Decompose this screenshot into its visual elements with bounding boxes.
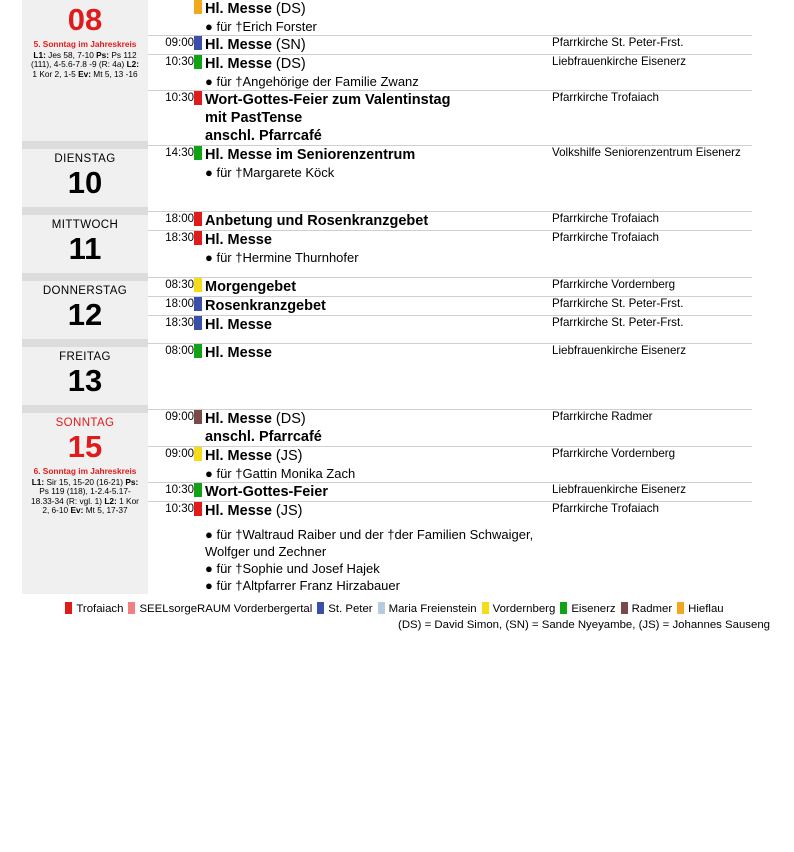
legend-swatch-maria_freienstein — [378, 602, 385, 614]
event-details — [205, 36, 552, 55]
day-name: DIENSTAG — [54, 153, 116, 165]
event-location: Pfarrkirche Radmer — [552, 410, 752, 447]
legend-label: Radmer — [631, 603, 673, 615]
event-time: 08:30 — [148, 278, 194, 297]
day-number: 11 — [68, 231, 102, 266]
events-cell — [148, 145, 752, 211]
parish-color-bar-cell — [194, 502, 205, 595]
event-details — [205, 502, 552, 595]
event-location: Pfarrkirche St. Peter-Frst. — [552, 297, 752, 316]
event-celebrant-code: (DS) — [271, 411, 306, 427]
day-name: DONNERSTAG — [42, 285, 128, 297]
parish-color-bar-cell — [194, 55, 205, 91]
event-details — [205, 297, 552, 316]
day-number: 15 — [67, 429, 103, 464]
event-details — [205, 146, 552, 182]
parish-color-bar-eisenerz — [194, 344, 202, 358]
events-cell — [148, 211, 752, 277]
event-details — [205, 316, 552, 335]
liturgical-refs: L1: Jes 58, 7-10 Ps: Ps 112 (111), 4-5.6-7.8 -9 (R: 4a) L2: 1 Kor 2, 1-5 Ev: Mt 5, 13 -16 — [30, 49, 140, 79]
parish-color-bar-st_peter — [194, 297, 202, 311]
parish-color-bar-cell — [194, 146, 205, 182]
event-time: 08:00 — [148, 344, 194, 363]
legend-label: Trofaiach — [76, 603, 124, 615]
event-location: Pfarrkirche St. Peter-Frst. — [552, 316, 752, 335]
events-cell — [148, 343, 752, 409]
event-title — [205, 0, 552, 18]
parish-color-bar-cell — [194, 297, 205, 316]
event-location: Pfarrkirche Trofaiach — [552, 91, 752, 146]
event-row[interactable] — [148, 146, 752, 182]
event-intention: ● für †Angehörige der Familie Zwanz — [205, 74, 419, 89]
event-title-main: Hl. Messe — [205, 448, 272, 464]
event-title — [205, 483, 552, 501]
date-cell-15 — [22, 409, 148, 594]
day-row — [22, 145, 752, 211]
events-cell — [148, 277, 752, 343]
event-row[interactable] — [148, 212, 752, 231]
event-celebrant-code: (JS) — [271, 448, 303, 464]
parish-color-bar-st_peter — [194, 316, 202, 330]
events-table — [148, 145, 752, 181]
parish-color-bar-cell — [194, 410, 205, 447]
event-time: 18:00 — [148, 297, 194, 316]
events-table — [148, 0, 752, 145]
parish-color-bar-eisenerz — [194, 146, 202, 160]
event-row[interactable] — [148, 316, 752, 335]
day-number: 10 — [67, 165, 103, 200]
date-cell-11 — [22, 211, 148, 277]
liturgical-refs: L1: Sir 15, 15-20 (16-21) Ps: Ps 119 (118), 1-2.4-5.17-18.33-34 (R: vgl. 1) L2: 1 Kor 2, 6-10 Ev: Mt 5, 17-37 — [31, 476, 139, 516]
event-title-main: Hl. Messe — [205, 37, 272, 53]
day-row — [22, 211, 752, 277]
event-row[interactable] — [148, 231, 752, 267]
day-row — [22, 277, 752, 343]
event-title — [205, 447, 552, 465]
liturgical-readings — [24, 40, 146, 79]
event-intention: ● für †Gattin Monika Zach — [205, 466, 356, 481]
parish-color-bar-vordernberg — [194, 278, 202, 292]
legend-item-trofaiach — [65, 602, 123, 617]
legend-swatch-vordernberg — [482, 602, 489, 614]
event-location: Volkshilfe Seniorenzentrum Eisenerz — [552, 146, 752, 182]
parish-color-bar-cell — [194, 316, 205, 335]
event-row[interactable] — [148, 483, 752, 502]
event-details — [205, 278, 552, 297]
event-celebrant-code: (JS) — [271, 503, 303, 519]
event-time: 09:00 — [148, 447, 194, 483]
service-schedule-table — [22, 0, 752, 594]
parish-color-bar-trofaiach — [194, 91, 202, 105]
legend-label: Vordernberg — [492, 603, 556, 615]
event-time: 18:30 — [148, 316, 194, 335]
parish-color-bar-trofaiach — [194, 231, 202, 245]
parish-color-bar-cell — [194, 483, 205, 502]
legend-label: Hieflau — [688, 603, 724, 615]
event-time: 18:00 — [148, 212, 194, 231]
event-location: Pfarrkirche Trofaiach — [552, 502, 752, 595]
parish-color-bar-cell — [194, 0, 205, 36]
event-title — [205, 212, 552, 230]
legend-item-st_peter — [317, 602, 372, 617]
event-intention: ● für †Hermine Thurnhofer — [205, 250, 359, 265]
legend-swatch-st_peter — [317, 602, 324, 614]
events-table — [148, 211, 752, 266]
schedule-body — [22, 0, 752, 594]
event-title — [205, 297, 552, 315]
legend-item-hieflau — [677, 602, 723, 617]
event-title — [205, 344, 552, 362]
legend-section — [0, 602, 794, 633]
event-title-main: Hl. Messe — [205, 56, 272, 72]
event-details — [205, 231, 552, 267]
date-cell-12 — [22, 277, 148, 343]
event-row[interactable] — [148, 278, 752, 297]
day-row — [22, 409, 752, 594]
events-cell — [148, 0, 752, 145]
date-cell-inner — [22, 281, 148, 339]
event-time: 10:30 — [148, 91, 194, 146]
event-title-main: Hl. Messe im Seniorenzentrum — [205, 147, 416, 163]
event-details — [205, 0, 552, 36]
parish-color-bar-cell — [194, 278, 205, 297]
liturgical-readings — [24, 467, 146, 516]
parish-color-bar-cell — [194, 91, 205, 146]
parish-color-bar-hieflau — [194, 0, 202, 14]
event-title-main: Hl. Messe — [205, 411, 272, 427]
day-name: SONNTAG — [55, 417, 115, 429]
event-title — [205, 36, 552, 54]
liturgical-title: 6. Sonntag im Jahreskreis — [33, 466, 137, 476]
parish-color-bar-eisenerz — [194, 55, 202, 69]
event-celebrant-code: (SN) — [271, 37, 306, 53]
date-cell-inner — [22, 413, 148, 524]
event-title-main: Hl. Messe — [205, 1, 272, 17]
event-intention: ● für †Sophie und Josef Hajek — [205, 561, 380, 576]
day-name: MITTWOCH — [51, 219, 119, 231]
event-details — [205, 212, 552, 231]
event-title-main: Hl. Messe — [205, 232, 272, 248]
event-time: 10:30 — [148, 55, 194, 91]
event-title-main: Wort-Gottes-Feier zum Valentinstag — [205, 92, 451, 108]
event-title — [205, 55, 552, 73]
event-extra-line: anschl. Pfarrcafé — [205, 128, 322, 144]
event-details — [205, 410, 552, 447]
event-row[interactable] — [148, 0, 752, 36]
event-title-main: Hl. Messe — [205, 345, 272, 361]
day-name: FREITAG — [59, 351, 111, 363]
legend-item-seelsorgeraum — [128, 602, 312, 617]
event-extra-line: anschl. Pfarrcafé — [205, 429, 322, 445]
legend-item-maria_freienstein — [378, 602, 477, 617]
legend-label: St. Peter — [328, 603, 373, 615]
event-title-main: Hl. Messe — [205, 317, 272, 333]
event-celebrant-code: (DS) — [271, 56, 306, 72]
event-title — [205, 91, 552, 109]
events-table — [148, 343, 752, 362]
event-celebrant-code: (DS) — [271, 1, 306, 17]
events-table — [148, 409, 752, 594]
event-title — [205, 278, 552, 296]
legend-item-radmer — [621, 602, 673, 617]
event-location: Liebfrauenkirche Eisenerz — [552, 344, 752, 363]
day-row — [22, 0, 752, 145]
parish-color-bar-vordernberg — [194, 447, 202, 461]
event-row[interactable] — [148, 502, 752, 595]
event-title — [205, 410, 552, 428]
event-title — [205, 316, 552, 334]
legend-label: SEELsorgeRAUM Vorderbergertal — [139, 603, 313, 615]
parish-color-bar-trofaiach — [194, 212, 202, 226]
event-time: 10:30 — [148, 502, 194, 595]
event-title-main: Morgengebet — [205, 279, 297, 295]
event-details — [205, 55, 552, 91]
event-time: 18:30 — [148, 231, 194, 267]
legend-item-eisenerz — [560, 602, 615, 617]
event-details — [205, 447, 552, 483]
legend-swatch-hieflau — [677, 602, 684, 614]
day-row — [22, 343, 752, 409]
legend-swatch-trofaiach — [65, 602, 72, 614]
events-table — [148, 277, 752, 334]
event-details — [205, 483, 552, 502]
event-time: 09:00 — [148, 36, 194, 55]
event-intention: ● für †Altpfarrer Franz Hirzabauer — [205, 578, 400, 593]
legend-swatch-eisenerz — [560, 602, 567, 614]
event-row[interactable] — [148, 410, 752, 447]
event-intention: ● für †Waltraud Raiber und der †der Familien Schwaiger, Wolfger und Zechner — [205, 527, 534, 559]
event-details — [205, 344, 552, 363]
event-row[interactable] — [148, 344, 752, 363]
liturgical-title: 5. Sonntag im Jahreskreis — [33, 39, 137, 49]
parish-color-bar-st_peter — [194, 36, 202, 50]
event-location — [552, 0, 752, 36]
day-number: 08 — [67, 2, 103, 37]
parish-color-bar-radmer — [194, 410, 202, 424]
parish-color-bar-cell — [194, 212, 205, 231]
date-cell-10 — [22, 145, 148, 211]
event-intention: ● für †Margarete Köck — [205, 165, 335, 180]
event-row[interactable] — [148, 447, 752, 483]
event-row[interactable] — [148, 297, 752, 316]
event-time: 09:00 — [148, 410, 194, 447]
events-cell — [148, 409, 752, 594]
parish-color-bar-cell — [194, 447, 205, 483]
event-time — [148, 0, 194, 36]
event-details — [205, 91, 552, 146]
event-time: 14:30 — [148, 146, 194, 182]
parish-color-bar-cell — [194, 231, 205, 267]
event-title-main: Hl. Messe — [205, 503, 272, 519]
legend-parish-colors — [0, 602, 794, 617]
legend-item-vordernberg — [482, 602, 556, 617]
event-title-main: Wort-Gottes-Feier — [205, 484, 328, 500]
parish-color-bar-cell — [194, 344, 205, 363]
date-cell-inner — [22, 215, 148, 273]
legend-swatch-radmer — [621, 602, 628, 614]
event-row[interactable] — [148, 36, 752, 55]
day-number: 13 — [67, 363, 103, 398]
event-location: Liebfrauenkirche Eisenerz — [552, 483, 752, 502]
event-title — [205, 231, 552, 249]
event-intention: ● für †Erich Forster — [205, 19, 317, 34]
event-location: Pfarrkirche Trofaiach — [552, 231, 752, 267]
event-location: Liebfrauenkirche Eisenerz — [552, 55, 752, 91]
event-location: Pfarrkirche Vordernberg — [552, 447, 752, 483]
legend-priest-abbreviations: (DS) = David Simon, (SN) = Sande Nyeyambe, (JS) = Johannes Sauseng — [398, 619, 770, 631]
event-title — [205, 146, 552, 164]
event-row[interactable] — [148, 91, 752, 146]
legend-swatch-seelsorgeraum — [128, 602, 135, 614]
event-title-main: Anbetung und Rosenkranzgebet — [205, 213, 429, 229]
event-title — [205, 502, 552, 520]
date-cell-13 — [22, 343, 148, 409]
legend-label: Maria Freienstein — [388, 603, 477, 615]
event-location: Pfarrkirche Trofaiach — [552, 212, 752, 231]
event-time: 10:30 — [148, 483, 194, 502]
date-cell-inner — [22, 149, 148, 207]
event-location: Pfarrkirche St. Peter-Frst. — [552, 36, 752, 55]
date-cell-08 — [22, 0, 148, 145]
day-number: 12 — [67, 297, 103, 332]
date-cell-inner — [22, 0, 148, 87]
legend-label: Eisenerz — [571, 603, 616, 615]
event-extra-line: mit PastTense — [205, 110, 303, 126]
parish-color-bar-cell — [194, 36, 205, 55]
date-cell-inner — [22, 347, 148, 405]
event-title-main: Rosenkranzgebet — [205, 298, 326, 314]
parish-color-bar-trofaiach — [194, 502, 202, 516]
event-row[interactable] — [148, 55, 752, 91]
event-location: Pfarrkirche Vordernberg — [552, 278, 752, 297]
parish-color-bar-eisenerz — [194, 483, 202, 497]
